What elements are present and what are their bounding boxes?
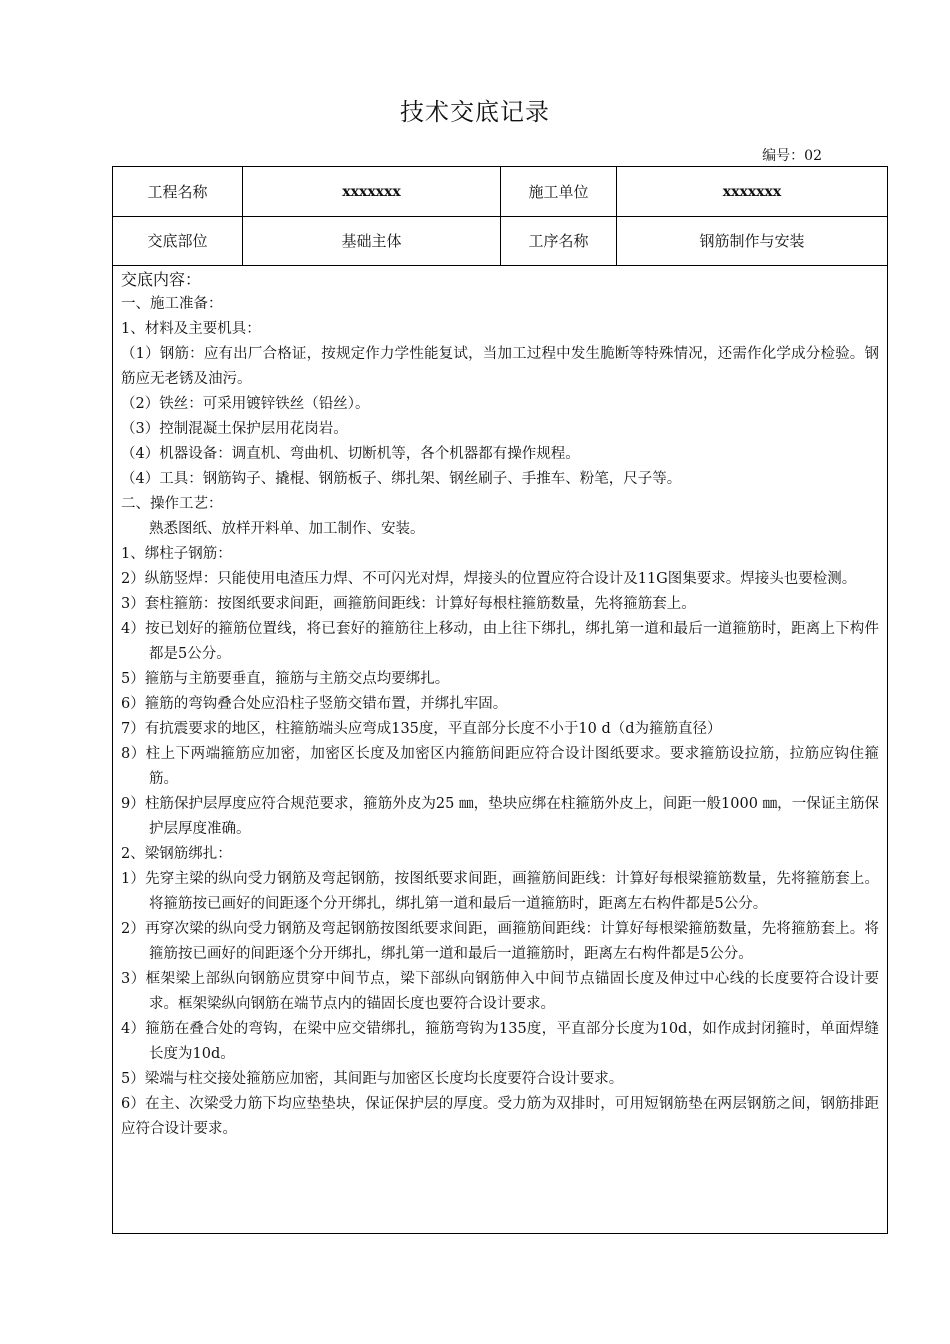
- content-paragraph: （4）工具：钢筋钩子、撬棍、钢筋板子、绑扎架、钢丝刷子、手推车、粉笔，尺子等。: [121, 471, 682, 487]
- content-paragraph: 6）在主、次梁受力筋下均应垫垫块，保证保护层的厚度。受力筋为双排时，可用短钢筋垫在两层钢筋之间，钢筋排距应符合设计要求。: [121, 1096, 879, 1137]
- content-item: 3）框架梁上部纵向钢筋应贯穿中间节点，梁下部纵向钢筋伸入中间节点锚固长度及伸过中心线的长度要符合设计要求。框架梁纵向钢筋在端节点内的锚固长度也要符合设计要求。: [121, 971, 879, 1012]
- project-name-value: xxxxxxx: [243, 167, 501, 216]
- content-item: 2）再穿次梁的纵向受力钢筋及弯起钢筋按图纸要求间距，画箍筋间距线：计算好每根梁箍筋数量，先将箍筋套上。将箍筋按已画好的间距逐个分开绑扎，绑扎第一道和最后一道箍筋时，距离左右构件都是5公分。: [121, 921, 879, 962]
- content-paragraph: （2）铁丝：可采用镀锌铁丝（铅丝）。: [121, 396, 370, 412]
- content-item: 5）箍筋与主筋要垂直，箍筋与主筋交点均要绑扎。: [121, 671, 450, 687]
- process-name-label: 工序名称: [501, 216, 617, 265]
- project-name-label: 工程名称: [113, 167, 243, 216]
- document-title: 技术交底记录: [400, 98, 550, 126]
- content-paragraph: （1）钢筋：应有出厂合格证，按规定作力学性能复试，当加工过程中发生脆断等特殊情况，还需作化学成分检验。钢筋应无老锈及油污。: [121, 346, 879, 387]
- content-item: 5）梁端与柱交接处箍筋应加密，其间距与加密区长度均长度要符合设计要求。: [121, 1071, 624, 1087]
- record-table: [112, 166, 888, 1234]
- content-paragraph: 熟悉图纸、放样开料单、加工制作、安装。: [149, 521, 425, 537]
- subsection-heading: 1、材料及主要机具：: [121, 321, 261, 337]
- handover-part-label: 交底部位: [113, 216, 243, 265]
- content-item: 4）箍筋在叠合处的弯钩，在梁中应交错绑扎，箍筋弯钩为135度，平直部分长度为10d，如作成封闭箍时，单面焊缝长度为10d。: [121, 1021, 879, 1062]
- content-paragraph: （4）机器设备：调直机、弯曲机、切断机等，各个机器都有操作规程。: [121, 446, 580, 462]
- subsection-heading: 2、梁钢筋绑扎：: [121, 846, 232, 862]
- table-row-part: [113, 216, 887, 266]
- table-row-project: [113, 167, 887, 217]
- document-number: 编号：02: [762, 148, 822, 164]
- content-item: 1）先穿主梁的纵向受力钢筋及弯起钢筋，按图纸要求间距，画箍筋间距线：计算好每根梁箍筋数量，先将箍筋套上。将箍筋按已画好的间距逐个分开绑扎，绑扎第一道和最后一道箍筋时，距离左右构件都是5公分。: [121, 871, 879, 912]
- section-heading: 一、施工准备：: [121, 296, 223, 312]
- content-item: 8）柱上下两端箍筋应加密，加密区长度及加密区内箍筋间距应符合设计图纸要求。要求箍筋设拉筋，拉筋应钩住箍筋。: [121, 746, 879, 787]
- content-item: 2）纵筋竖焊：只能使用电渣压力焊、不可闪光对焊，焊接头的位置应符合设计及11G图集要求。焊接头也要检测。: [121, 571, 857, 587]
- content-item: 7）有抗震要求的地区，柱箍筋端头应弯成135度，平直部分长度不小于10 d（d为箍筋直径）: [121, 721, 722, 737]
- content-paragraph: （3）控制混凝土保护层用花岗岩。: [121, 421, 348, 437]
- content-heading: 交底内容：: [121, 270, 202, 289]
- content-item: 9）柱筋保护层厚度应符合规范要求，箍筋外皮为25 ㎜，垫块应绑在柱箍筋外皮上，间距一般1000 ㎜，一保证主筋保护层厚度准确。: [121, 796, 879, 837]
- contractor-value: xxxxxxx: [722, 183, 782, 200]
- content-item: 3）套柱箍筋：按图纸要求间距，画箍筋间距线：计算好每根柱箍筋数量，先将箍筋套上。: [121, 596, 696, 612]
- subsection-heading: 1、绑柱子钢筋：: [121, 546, 232, 562]
- contractor-label: 施工单位: [501, 167, 617, 216]
- handover-part-value: 基础主体: [243, 216, 501, 265]
- content-item: 6）箍筋的弯钩叠合处应沿柱子竖筋交错布置，并绑扎牢固。: [121, 696, 508, 712]
- process-name-value: 钢筋制作与安装: [699, 232, 805, 250]
- section-heading: 二、操作工艺：: [121, 496, 223, 512]
- handover-content: [113, 266, 887, 1142]
- content-item: 4）按已划好的箍筋位置线，将已套好的箍筋往上移动，由上往下绑扎，绑扎第一道和最后一道箍筋时，距离上下构件都是5公分。: [121, 621, 879, 662]
